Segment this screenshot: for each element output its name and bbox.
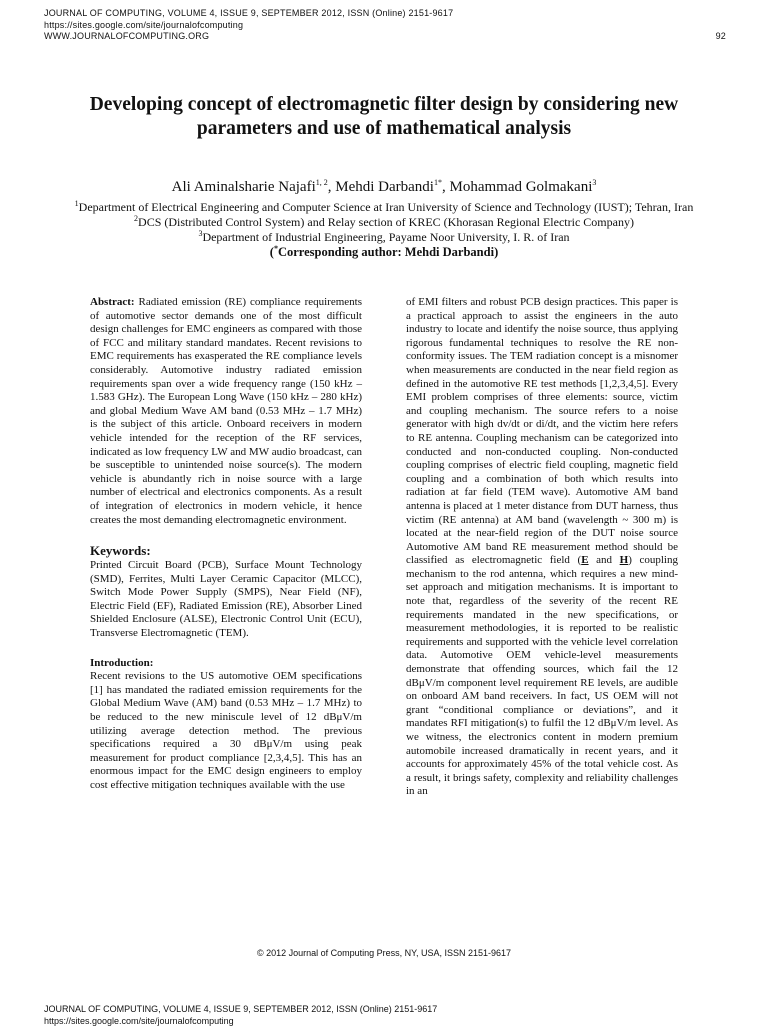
journal-site-url[interactable]: https://sites.google.com/site/journalofcomputing [44, 1016, 726, 1027]
magnetic-field-symbol: H [620, 554, 629, 566]
affiliations [60, 200, 708, 260]
affiliation-3: $^3$Department of Industrial Engineering, Payame Noor University, I. R. of Iran [60, 230, 708, 245]
journal-citation: JOURNAL OF COMPUTING, VOLUME 4, ISSUE 9, SEPTEMBER 2012, ISSN (Online) 2151-9617 [44, 1004, 726, 1016]
running-header [44, 8, 726, 43]
electric-field-symbol: E [581, 554, 588, 566]
author-name: Mohammad Golmakani [449, 179, 592, 195]
author-name: Mehdi Darbandi [335, 179, 434, 195]
keywords-text: Printed Circuit Board (PCB), Surface Mount Technology (SMD), Ferrites, Multi Layer Ceramic Capacitor (MLCC), Switch Mode Power Supply (SMPS), Near Field (NF), Electric Field (EF), Radiated Emission (RE), Absorber Lined Shielded Enclosure (ALSE), Electronic Control Unit (ECU), Transverse Electromagnetic (TEM). [90, 559, 362, 641]
copyright-footer: © 2012 Journal of Computing Press, NY, USA, ISSN 2151-9617 [0, 948, 768, 958]
left-column [90, 296, 362, 793]
abstract-heading: Abstract: [90, 296, 135, 308]
affiliation-1: $^1$Department of Electrical Engineering and Computer Science at Iran University of Science and Technology (IUST); Tehran, Iran [60, 200, 708, 215]
author-name: Ali Aminalsharie Najafi [172, 179, 316, 195]
author-affiliation-mark: 1, 2 [316, 178, 328, 187]
journal-citation: JOURNAL OF COMPUTING, VOLUME 4, ISSUE 9, SEPTEMBER 2012, ISSN (Online) 2151-9617 [44, 8, 726, 20]
author-affiliation-mark: 3 [592, 178, 596, 187]
paper-title: Developing concept of electromagnetic filter design by considering new parameters and use of mathematical analysis [60, 93, 708, 141]
author-list: Ali Aminalsharie Najafi$^{1, 2}$, Mehdi Darbandi$^{1*}$, Mohammad Golmakani$^3$ [44, 178, 724, 196]
journal-site-url[interactable]: https://sites.google.com/site/journalofcomputing [44, 20, 726, 32]
affiliation-2: $^2$DCS (Distributed Control System) and Relay section of KREC (Khorasan Regional Electric Company) [60, 215, 708, 230]
abstract [90, 296, 362, 527]
right-column [406, 296, 678, 799]
introduction-heading: Introduction: [90, 657, 362, 671]
keywords-heading: Keywords: [90, 543, 362, 559]
journal-website[interactable]: WWW.JOURNALOFCOMPUTING.ORG [44, 31, 726, 43]
abstract-text: Radiated emission (RE) compliance requirements of automotive sector demands one of the most difficult design challenges for EMC engineers as compared with those of FCC and military standard mandates. Recent revisions to EMC requirements has exasperated the RE compliance levels considerably. Automotive industry radiated emission requirements span over a wide frequency range (150 kHz – 1.583 GHz). The European Long Wave (150 kHz – 280 kHz) and global Medium Wave AM band (0.53 MHz – 1.7 MHz) is the subject of this article. Onboard receivers in modern vehicle intended for the reception of the RF services, indicated as low frequency LW and MW audio broadcast, can be susceptible to unintended noise source(s). The modern vehicle is abundantly rich in noise source with a large number of electrical and electronics components. As a result of integration of electronics in modern vehicle, it hence creates the most demanding electromagnetic environment. [90, 296, 362, 526]
author-affiliation-mark: 1* [434, 178, 442, 187]
introduction-text: Recent revisions to the US automotive OEM specifications [1] has mandated the radiated emission requirements for the Global Medium Wave (AM) band (0.53 MHz – 1.7 MHz) to be reduced to the new miniscule level of 12 dBμV/m utilizing average detection method. The previous specifications required a 30 dBμV/m using peak measurement for product compliance [2,3,4,5]. This has an enormous impact for the EMC design engineers to employ cost effective mitigation techniques available with the use [90, 670, 362, 792]
body-paragraph: of EMI filters and robust PCB design practices. This paper is a practical approach to assist the engineers in the auto industry to locate and identify the noise source, thus applying rigorous fundamental techniques to resolve the RE non-conformity issues. The TEM radiation concept is a misnomer when measurements are conducted in the near field region as defined in the automotive RE test methods [1,2,3,4,5]. Every EMI problem comprises of three elements: source, victim and coupling mechanism. The source refers to a noise generator with high dv/dt or di/dt, and the victim here refers to RE antenna. Coupling mechanism can be categorized into conducted and non-conducted coupling. Non-conducted coupling comprises of electric field coupling, magnetic field coupling and a combination of both which results into radiation at far field (TEM wave). Automotive AM band antenna is placed at 1 meter distance from DUT harness, thus victim (RE antenna) at AM band (wavelength ~ 300 m) is located at the near-field region of the DUT noise source Automotive AM band RE measurement method should be classified as electromagnetic field (E and H) coupling mechanism to the rod antenna, which requires a new mind-set approach and mitigation mechanisms. It is important to note that, regardless of the severity of the recent RE requirements mandated in the new specifications, or measurement methodologies, it is reported to be realistic requirements and supported with the vehicle level correlation data. Automotive OEM vehicle-level measurements demonstrate that offending sources, which fail the 12 dBμV/m component level requirement RE levels, are audible on onboard AM band receivers. In fact, US OEM will not grant “conditional compliance or deviations”, and it mandates RFI mitigation(s) to fulfil the 12 dBμV/m level. As we witness, the electronics content in modern premium automobile increased dramatically in recent years, and it accounts for approximately 45% of the total vehicle cost. As a result, it brings safety, complexity and reliability challenges in an [406, 296, 678, 799]
corresponding-author: (*Corresponding author: Mehdi Darbandi) [60, 245, 708, 260]
page-number: 92 [716, 31, 726, 43]
